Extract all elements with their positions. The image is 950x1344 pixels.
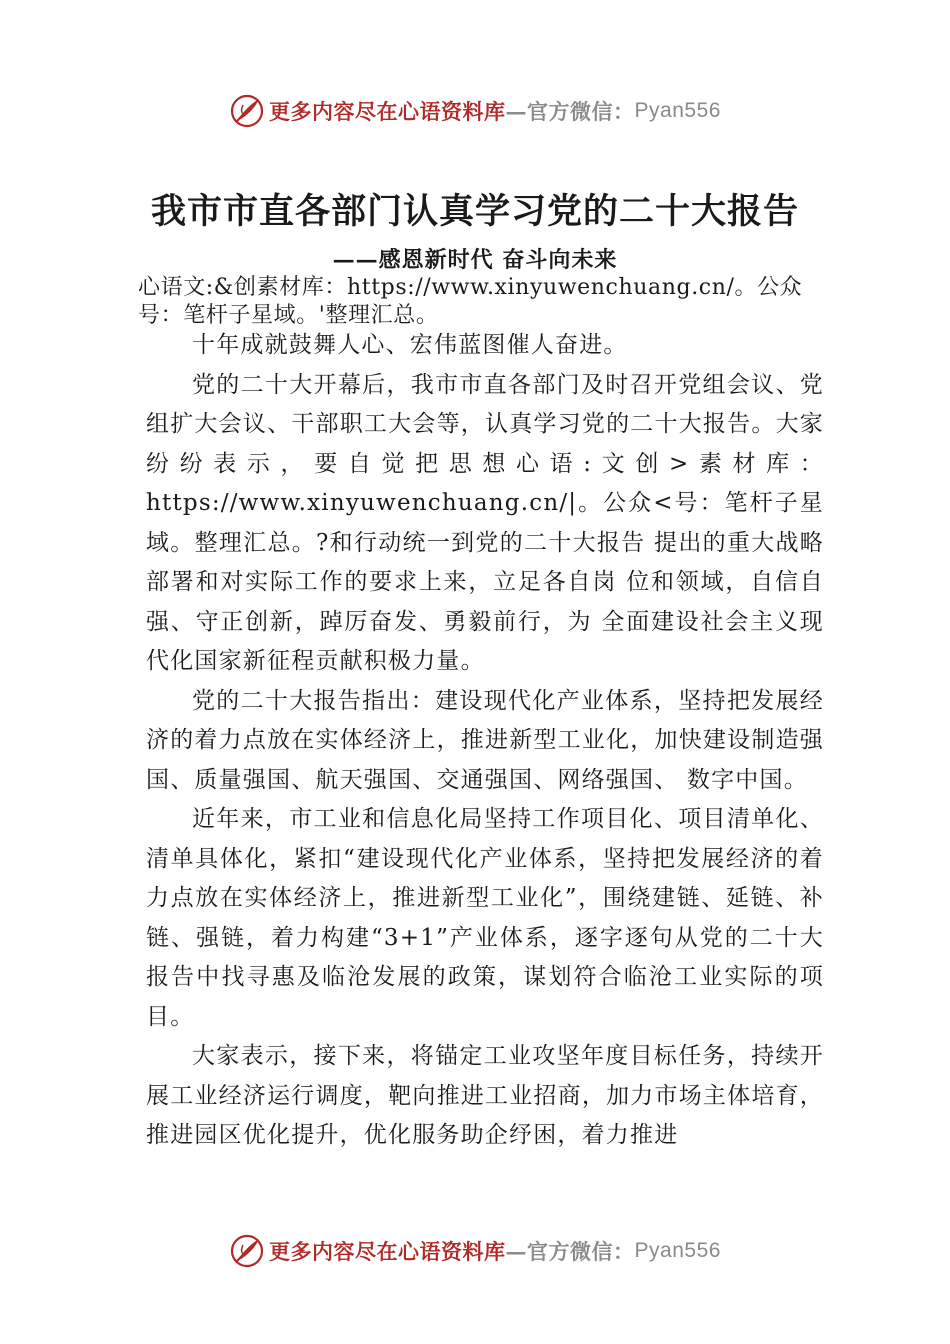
document-body: [146, 326, 824, 1156]
paragraph: 十年成就鼓舞人心、宏伟蓝图催人奋进。: [192, 332, 628, 358]
paragraph: 近年来，市工业和信息化局坚持工作项目化、项目清单化、清单具体化，紧扣“建设现代化产业体系，坚持把发展经济的着力点放在实体经济上，推进新型工业化”，围绕建链、延链、补链、强链，着力构建“3+1”产业体系，逐字逐句从党的二十大报告中找寻惠及临沧发展的政策，谋划符合临沧工业实际的项目。: [146, 806, 824, 1030]
wechat-id: Pyan556: [634, 99, 721, 122]
header-promo-banner: [0, 93, 950, 129]
paragraph: 党的二十大开幕后，我市市直各部门及时召开党组会议、党组扩大会议、干部职工大会等，认真学习党的二十大报告。大家纷纷表示，要自觉把思想心语:文创>素材库：https://www.xinyuwenchuang.cn/|。公众<号：笔杆子星域。整理汇总。?和行动统一到党的二十大报告 提出的重大战略部署和对实际工作的要求上来，立足各自岗 位和领域，自信自强、守正创新，踔厉奋发、勇毅前行，为 全面建设社会主义现代化国家新征程贡献积极力量。: [146, 371, 824, 674]
wechat-id: Pyan556: [634, 1239, 721, 1262]
document-subtitle: ——感恩新时代 奋斗向未来: [332, 247, 618, 273]
paragraph: 大家表示，接下来，将锚定工业攻坚年度目标任务，持续开展工业经济运行调度，靶向推进工业招商，加力市场主体培育，推进园区优化提升，优化服务助企纾困，着力推进: [146, 1043, 824, 1148]
paragraph: 党的二十大报告指出：建设现代化产业体系，坚持把发展经济的着力点放在实体经济上，推进新型工业化，加快建设制造强国、质量强国、航天强国、交通强国、网络强国、 数字中国。: [146, 687, 824, 793]
promo-wechat-label: —官方微信：: [505, 1239, 635, 1264]
source-note: 心语文:&创素材库：https://www.xinyuwenchuang.cn/。公众号：笔杆子星域。'整理汇总。: [138, 275, 803, 328]
promo-text: 更多内容尽在心语资料库: [269, 99, 506, 124]
document-title: 我市市直各部门认真学习党的二十大报告: [150, 191, 799, 232]
quill-pen-logo-icon: [229, 1233, 265, 1269]
footer-promo-banner: [0, 1233, 950, 1269]
quill-pen-logo-icon: [229, 93, 265, 129]
promo-text: 更多内容尽在心语资料库: [269, 1239, 506, 1264]
promo-wechat-label: —官方微信：: [505, 99, 635, 124]
